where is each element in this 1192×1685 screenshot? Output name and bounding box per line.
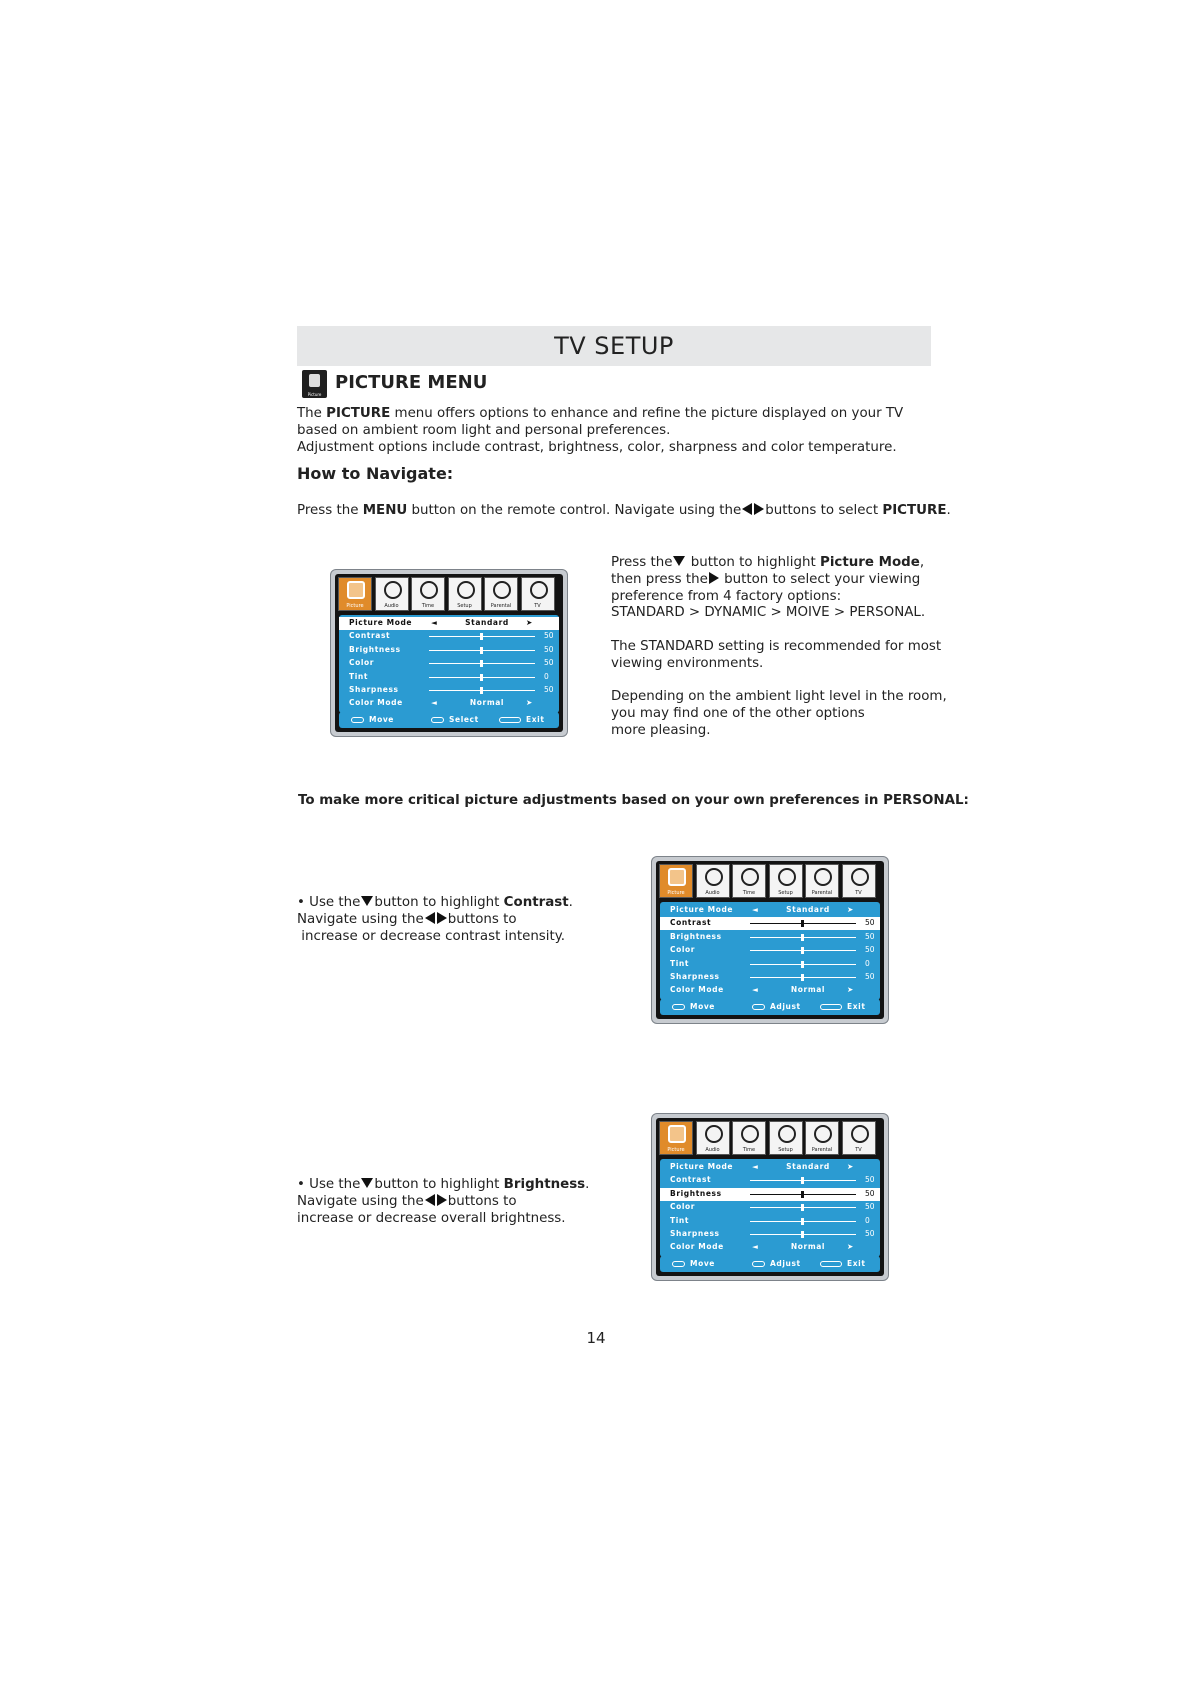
tv-menu-tab-parental: [484, 577, 518, 611]
footer-move: Move: [351, 715, 394, 724]
tv-menu-row-picture-mode: [660, 904, 880, 917]
tv-menu-row-option: Normal: [790, 1242, 826, 1252]
tv-menu-row-label: Color Mode: [349, 698, 403, 708]
tv-menu-slider: [429, 650, 535, 651]
tv-menu-tab-label: TV: [534, 603, 541, 609]
tv-menu-tab-parental: [805, 864, 839, 898]
tv-menu-tab-label: Time: [421, 603, 435, 609]
tv-menu-footer: [660, 999, 880, 1015]
setup-tab-icon: [778, 868, 796, 886]
tv-menu-tab-label: Parental: [490, 603, 512, 609]
tv-menu-row-label: Color: [670, 1202, 696, 1212]
time-tab-icon: [420, 581, 438, 599]
audio-tab-icon: [384, 581, 402, 599]
contrast-text: • Use the button to highlight Contrast. Navigate using the buttons to increase or decrease contrast intensity.: [297, 895, 573, 944]
picture-tab-icon: [347, 581, 365, 599]
tv-menu-tab-time: [411, 577, 445, 611]
tv-menu-tab-tv: [842, 864, 876, 898]
tv-menu-tab-label: Parental: [811, 1147, 833, 1153]
tv-menu-row-option: Standard: [465, 618, 509, 627]
tv-menu-row-color-mode: [660, 984, 880, 997]
tv-menu-tab-label: Picture: [667, 1147, 685, 1153]
tv-menu-tab-label: Audio: [384, 603, 399, 609]
tv-menu-tab-label: Setup: [778, 890, 793, 896]
tv-menu-slider: [429, 690, 535, 691]
tv-menu-row-label: Color Mode: [670, 985, 724, 995]
left-arrow-icon: [742, 503, 752, 515]
tv-menu-screenshot-picture-mode: [331, 570, 567, 736]
page-number: 14: [586, 1329, 606, 1347]
picture-tab-icon: [668, 868, 686, 886]
tv-menu-row-brightness: [660, 1188, 880, 1201]
tv-menu-slider: [750, 1221, 856, 1222]
tv-menu-row-picture-mode: [660, 1161, 880, 1174]
tv-tab-icon: [851, 868, 869, 886]
chevron-right-icon: ➤: [526, 698, 533, 708]
tv-menu-footer: [660, 1256, 880, 1272]
tv-menu-row-value: 50: [544, 631, 554, 641]
tv-menu-slider-knob: [801, 1191, 804, 1198]
personal-heading: To make more critical picture adjustments based on your own preferences in PERSONAL:: [298, 793, 969, 808]
tv-menu-row-value: 50: [865, 972, 875, 981]
tv-menu-tab-time: [732, 864, 766, 898]
page-banner: [297, 326, 931, 366]
remote-button-icon: [499, 717, 521, 723]
footer-select: Select: [431, 715, 479, 724]
tv-menu-row-sharpness: [660, 1228, 880, 1241]
tv-menu-slider-knob: [480, 660, 483, 667]
parental-tab-icon: [493, 581, 511, 599]
tv-menu-tab-label: Time: [742, 1147, 756, 1153]
tv-menu-slider-knob: [480, 687, 483, 694]
tv-menu-row-option: Standard: [786, 905, 830, 914]
parental-tab-icon: [814, 868, 832, 886]
tv-menu-row-label: Picture Mode: [670, 905, 734, 914]
down-arrow-icon: [361, 896, 373, 906]
tv-menu-row-tint: [339, 671, 559, 684]
chevron-left-icon: ◄: [752, 985, 758, 995]
footer-exit: Exit: [820, 1259, 866, 1268]
tv-menu-tab-picture: [338, 577, 372, 611]
tv-menu-slider: [750, 964, 856, 965]
tv-menu-slider-knob: [801, 1231, 804, 1238]
footer-exit: Exit: [820, 1002, 866, 1011]
tv-menu-row-tint: [660, 958, 880, 971]
tv-menu-tab-setup: [769, 1121, 803, 1155]
tv-menu-tab-setup: [448, 577, 482, 611]
tv-menu-row-picture-mode: [339, 617, 559, 630]
tv-menu-tab-picture: [659, 1121, 693, 1155]
footer-adjust: Adjust: [752, 1259, 801, 1268]
nav-instruction: Press the MENU button on the remote control. Navigate using the buttons to select PICTURE.: [297, 503, 951, 518]
tv-menu-row-contrast: [660, 1174, 880, 1187]
tv-menu-slider-knob: [480, 674, 483, 681]
tv-menu-row-color: [660, 1201, 880, 1214]
tv-menu-row-sharpness: [339, 684, 559, 697]
tv-menu-row-label: Contrast: [670, 1175, 712, 1185]
tv-menu-panel: [660, 1159, 880, 1257]
tv-menu-screenshot-contrast: [652, 857, 888, 1023]
tv-menu-row-color: [660, 944, 880, 957]
picture-tab-icon: [668, 1125, 686, 1143]
tv-menu-slider-knob: [801, 1204, 804, 1211]
tv-menu-row-value: 50: [865, 1188, 875, 1198]
right-arrow-icon: [437, 912, 447, 924]
tv-menu-row-label: Picture Mode: [349, 618, 413, 627]
tv-menu-row-value: 50: [865, 1175, 875, 1185]
tv-menu-row-value: 0: [544, 671, 549, 681]
tv-menu-row-label: Brightness: [670, 931, 722, 941]
chevron-left-icon: ◄: [431, 618, 437, 627]
tv-menu-row-value: 50: [544, 644, 554, 654]
tv-menu-tab-label: Setup: [778, 1147, 793, 1153]
tv-menu-row-label: Color: [349, 658, 375, 668]
chevron-right-icon: ➤: [526, 618, 533, 627]
tv-menu-panel: [660, 902, 880, 1000]
parental-tab-icon: [814, 1125, 832, 1143]
remote-button-icon: [672, 1261, 685, 1267]
tv-menu-tab-audio: [696, 1121, 730, 1155]
audio-tab-icon: [705, 1125, 723, 1143]
tv-menu-row-label: Brightness: [670, 1188, 722, 1198]
tv-menu-row-label: Picture Mode: [670, 1162, 734, 1171]
down-arrow-icon: [361, 1178, 373, 1188]
tv-menu-row-contrast: [660, 917, 880, 930]
tv-menu-slider: [429, 636, 535, 637]
footer-adjust: Adjust: [752, 1002, 801, 1011]
footer-move: Move: [672, 1259, 715, 1268]
tv-menu-row-value: 50: [865, 931, 875, 941]
tv-menu-tab-label: TV: [855, 890, 862, 896]
intro-line-3: Adjustment options include contrast, brightness, color, sharpness and color temperature.: [297, 439, 897, 455]
tv-menu-slider-knob: [801, 1177, 804, 1184]
section-title: PICTURE MENU: [335, 372, 488, 393]
remote-button-icon: [752, 1004, 765, 1010]
nav-heading: How to Navigate:: [297, 464, 454, 483]
tv-menu-row-value: 50: [544, 658, 554, 668]
tv-menu-row-label: Contrast: [670, 918, 712, 928]
audio-tab-icon: [705, 868, 723, 886]
tv-menu-row-value: 0: [865, 1215, 870, 1225]
tv-menu-row-label: Sharpness: [349, 685, 399, 694]
picture-mode-text: Press the button to highlight Picture Mode, then press the button to select your viewing preference from 4 factory options: STANDARD > DYNAMIC > MOIVE > PERSONAL. The STANDARD setting is recommended for most viewing environments. Depending on the ambient light level in the room, you may find one of the other options more pleasing.: [611, 555, 947, 738]
remote-button-icon: [820, 1261, 842, 1267]
tv-menu-row-value: 0: [865, 958, 870, 968]
tv-menu-row-color-mode: [660, 1241, 880, 1254]
tv-menu-slider: [429, 663, 535, 664]
chevron-left-icon: ◄: [752, 905, 758, 914]
tv-menu-row-label: Color Mode: [670, 1242, 724, 1252]
intro-bold-picture: PICTURE: [326, 406, 391, 421]
time-tab-icon: [741, 868, 759, 886]
tv-menu-slider-knob: [480, 633, 483, 640]
remote-button-icon: [820, 1004, 842, 1010]
tv-menu-row-option: Normal: [790, 985, 826, 995]
intro-paragraph: The PICTURE menu offers options to enhance and refine the picture displayed on your TV based on ambient room light and personal preferences. Adjustment options include contrast, brightness, color, sharpness and color temperature.: [297, 406, 937, 456]
tv-menu-footer: [339, 712, 559, 728]
tv-menu-tab-label: Audio: [705, 1147, 720, 1153]
tv-menu-row-value: 50: [865, 1202, 875, 1212]
tv-menu-tab-label: Setup: [457, 603, 472, 609]
chevron-right-icon: ➤: [847, 985, 854, 995]
tv-menu-row-option: Standard: [786, 1162, 830, 1171]
footer-move: Move: [672, 1002, 715, 1011]
banner-title: TV SETUP: [554, 332, 674, 360]
tv-menu-row-value: 50: [865, 945, 875, 955]
tv-menu-tab-label: Parental: [811, 890, 833, 896]
tv-menu-row-label: Sharpness: [670, 972, 720, 981]
tv-menu-tab-picture: [659, 864, 693, 898]
footer-exit: Exit: [499, 715, 545, 724]
brightness-text: • Use the button to highlight Brightness. Navigate using the buttons to increase or decrease overall brightness.: [297, 1177, 590, 1226]
tv-menu-row-label: Color: [670, 945, 696, 955]
intro-line-2: based on ambient room light and personal preferences.: [297, 422, 671, 438]
remote-button-icon: [752, 1261, 765, 1267]
tv-menu-slider: [750, 937, 856, 938]
tv-menu-slider: [750, 977, 856, 978]
right-arrow-icon: [709, 572, 719, 584]
down-arrow-icon: [673, 556, 685, 566]
tv-menu-row-sharpness: [660, 971, 880, 984]
chevron-left-icon: ◄: [431, 698, 437, 708]
setup-tab-icon: [778, 1125, 796, 1143]
time-tab-icon: [741, 1125, 759, 1143]
tv-menu-row-brightness: [660, 931, 880, 944]
remote-button-icon: [431, 717, 444, 723]
tv-menu-tab-label: TV: [855, 1147, 862, 1153]
tv-menu-tab-label: Picture: [346, 603, 364, 609]
tv-menu-slider-knob: [801, 947, 804, 954]
chevron-right-icon: ➤: [847, 905, 854, 914]
tv-menu-row-label: Tint: [349, 671, 369, 681]
tv-tab-icon: [530, 581, 548, 599]
tv-menu-slider: [750, 1194, 856, 1195]
tv-menu-tab-label: Audio: [705, 890, 720, 896]
tv-menu-tab-tv: [842, 1121, 876, 1155]
tv-menu-row-label: Tint: [670, 1215, 690, 1225]
left-arrow-icon: [425, 912, 435, 924]
tv-menu-tab-audio: [375, 577, 409, 611]
tv-menu-slider: [750, 950, 856, 951]
tv-menu-slider-knob: [801, 1218, 804, 1225]
tv-menu-tab-audio: [696, 864, 730, 898]
remote-button-icon: [672, 1004, 685, 1010]
tv-menu-row-label: Contrast: [349, 631, 391, 641]
tv-menu-tab-parental: [805, 1121, 839, 1155]
setup-tab-icon: [457, 581, 475, 599]
tv-menu-slider: [750, 923, 856, 924]
chevron-left-icon: ◄: [752, 1162, 758, 1171]
tv-menu-tab-time: [732, 1121, 766, 1155]
tv-menu-slider-knob: [801, 961, 804, 968]
tv-tab-icon: [851, 1125, 869, 1143]
tv-menu-row-value: 50: [544, 685, 554, 694]
tv-menu-slider: [750, 1180, 856, 1181]
tv-menu-slider: [429, 677, 535, 678]
picture-icon-caption: Picture: [307, 392, 322, 397]
tv-menu-row-label: Tint: [670, 958, 690, 968]
tv-menu-slider: [750, 1234, 856, 1235]
tv-menu-row-value: 50: [865, 918, 875, 928]
chevron-right-icon: ➤: [847, 1242, 854, 1252]
tv-menu-row-value: 50: [865, 1229, 875, 1238]
tv-menu-slider-knob: [801, 974, 804, 981]
picture-section-icon: [302, 370, 327, 398]
tv-menu-row-label: Brightness: [349, 644, 401, 654]
tv-menu-slider-knob: [480, 647, 483, 654]
tv-menu-slider: [750, 1207, 856, 1208]
chevron-left-icon: ◄: [752, 1242, 758, 1252]
tv-menu-panel: [339, 615, 559, 713]
tv-menu-row-brightness: [339, 644, 559, 657]
tv-menu-tab-label: Time: [742, 890, 756, 896]
tv-menu-tab-label: Picture: [667, 890, 685, 896]
tv-menu-slider-knob: [801, 934, 804, 941]
right-arrow-icon: [437, 1194, 447, 1206]
tv-menu-tab-tv: [521, 577, 555, 611]
tv-menu-row-color-mode: [339, 697, 559, 710]
remote-button-icon: [351, 717, 364, 723]
tv-menu-row-tint: [660, 1215, 880, 1228]
tv-menu-screenshot-brightness: [652, 1114, 888, 1280]
tv-menu-row-label: Sharpness: [670, 1229, 720, 1238]
chevron-right-icon: ➤: [847, 1162, 854, 1171]
tv-menu-row-color: [339, 657, 559, 670]
tv-menu-row-option: Normal: [469, 698, 505, 708]
tv-menu-slider-knob: [801, 920, 804, 927]
tv-menu-row-contrast: [339, 630, 559, 643]
left-arrow-icon: [425, 1194, 435, 1206]
right-arrow-icon: [754, 503, 764, 515]
tv-menu-tab-setup: [769, 864, 803, 898]
